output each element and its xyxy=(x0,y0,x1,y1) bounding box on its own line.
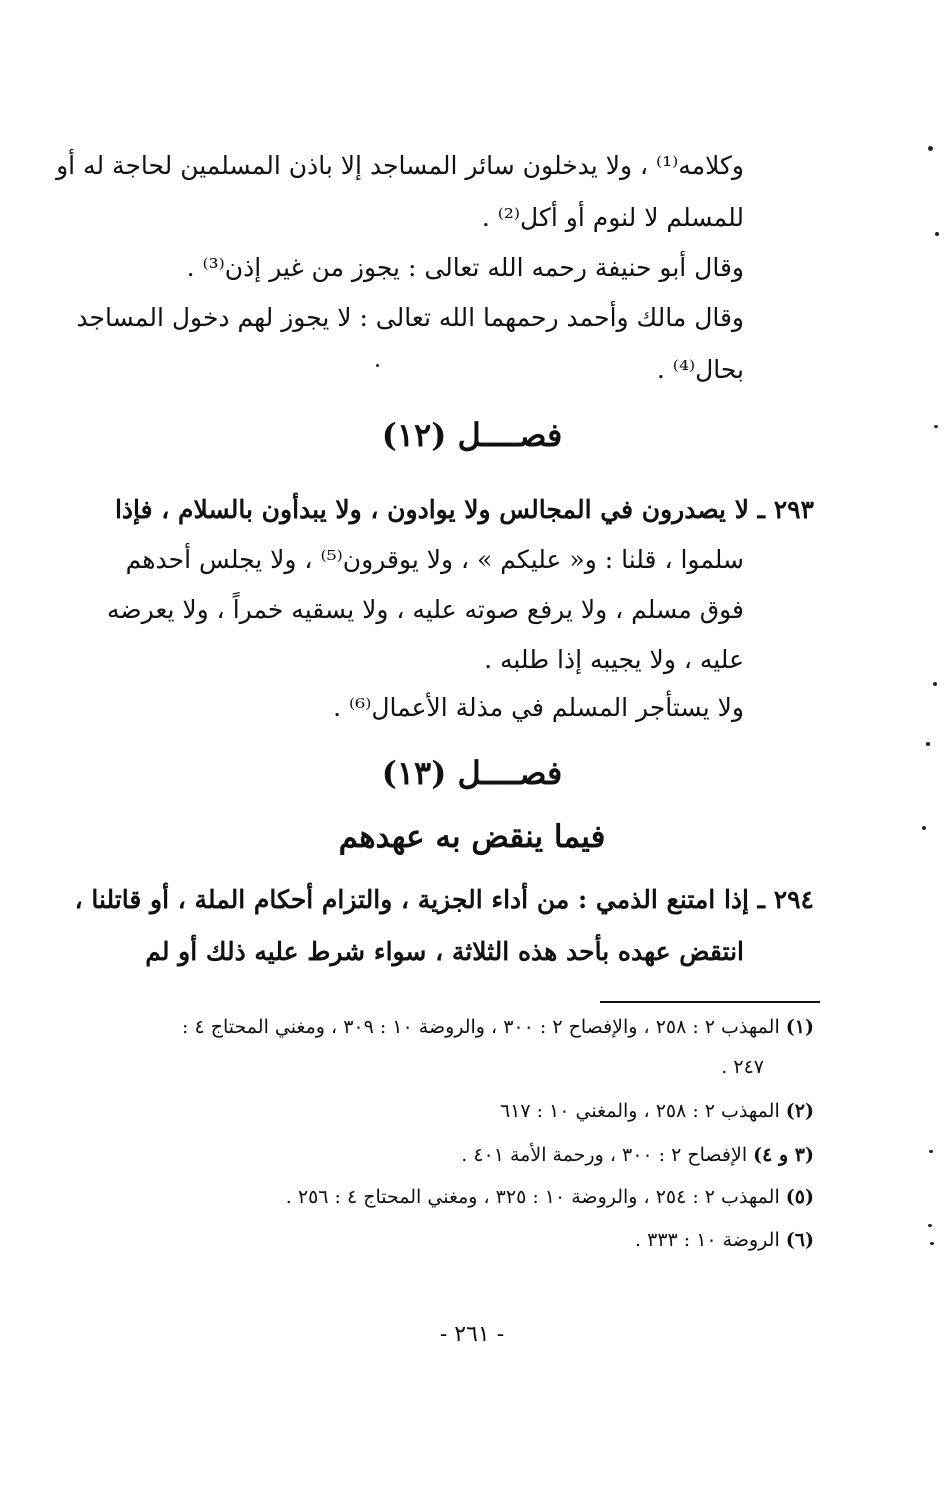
scan-speck xyxy=(926,742,930,746)
footnote-6-number: (٦) xyxy=(785,1229,814,1251)
footnote-3-4-number: (٣ و ٤) xyxy=(753,1144,814,1166)
footnote-6 xyxy=(635,1225,814,1255)
scan-speck xyxy=(376,364,379,367)
footnote-5-number: (٥) xyxy=(785,1186,814,1208)
footnote-1 xyxy=(182,1012,814,1042)
footnote-3-4-text: الإفصاح ٢ : ٣٠٠ ، ورحمة الأمة ٤٠١ . xyxy=(461,1144,748,1166)
section-13-heading: فصــــل (١٣) xyxy=(381,754,563,792)
body-line-4: وقال مالك وأحمد رحمهما الله تعالى : لا يجوز لهم دخول المساجد xyxy=(76,303,744,332)
footnote-separator xyxy=(600,1001,820,1003)
section-12-heading: فصــــل (١٢) xyxy=(381,416,563,454)
scan-speck xyxy=(922,826,926,830)
scan-speck xyxy=(928,146,933,151)
scan-speck xyxy=(934,425,938,428)
footnote-5 xyxy=(286,1182,814,1212)
scan-speck xyxy=(928,1224,932,1227)
scan-speck xyxy=(935,232,939,236)
section-12-line-5: ولا يستأجر المسلم في مذلة الأعمال⁽⁶⁾ . xyxy=(333,693,744,722)
footnote-2-text: المهذب ٢ : ٢٥٨ ، والمغني ١٠ : ٦١٧ xyxy=(499,1100,780,1122)
footnote-1-number: (١) xyxy=(785,1016,814,1038)
page-number: - ٢٦١ - xyxy=(439,1322,505,1347)
scan-speck xyxy=(933,682,937,686)
section-13-subheading: فيما ينقض به عهدهم xyxy=(338,819,606,855)
footnote-1-continued-text: ٢٤٧ . xyxy=(721,1056,764,1078)
footnote-2-number: (٢) xyxy=(785,1100,814,1122)
footnote-1-text: المهذب ٢ : ٢٥٨ ، والإفصاح ٢ : ٣٠٠ ، والروضة ١٠ : ٣٠٩ ، ومغني المحتاج ٤ : xyxy=(182,1016,780,1038)
scan-speck xyxy=(929,1150,933,1153)
footnote-5-text: المهذب ٢ : ٢٥٤ ، والروضة ١٠ : ٣٢٥ ، ومغني المحتاج ٤ : ٢٥٦ . xyxy=(285,1186,780,1208)
footnote-2 xyxy=(500,1096,814,1126)
section-13-line-2: انتقض عهده بأحد هذه الثلاثة ، سواء شرط عليه ذلك أو لم xyxy=(145,937,744,966)
footnote-1-continued xyxy=(721,1052,764,1082)
footnote-6-text: الروضة ١٠ : ٣٣٣ . xyxy=(635,1229,780,1251)
section-12-line-2: سلموا ، قلنا : و« عليكم » ، ولا يوقرون⁽⁵⁾ ، ولا يجلس أحدهم xyxy=(125,545,744,574)
section-12-line-3: فوق مسلم ، ولا يرفع صوته عليه ، ولا يسقيه خمراً ، ولا يعرضه xyxy=(107,595,744,624)
body-line-5: بحال⁽⁴⁾ . xyxy=(656,355,744,384)
scan-speck xyxy=(930,1242,934,1245)
body-line-1: وكلامه⁽¹⁾ ، ولا يدخلون سائر المساجد إلا باذن المسلمين لحاجة له أو xyxy=(56,151,744,180)
body-line-2: للمسلم لا لنوم أو أكل⁽²⁾ . xyxy=(481,203,744,232)
body-line-3: وقال أبو حنيفة رحمه الله تعالى : يجوز من غير إذن⁽³⁾ . xyxy=(186,253,744,282)
section-12-line-4: عليه ، ولا يجيبه إذا طلبه . xyxy=(484,645,744,674)
footnote-3-4 xyxy=(461,1140,814,1170)
section-13-line-1: ٢٩٤ ـ إذا امتنع الذمي : من أداء الجزية ، والتزام أحكام الملة ، أو قاتلنا ، xyxy=(74,885,814,914)
section-12-line-1: ٢٩٣ ـ لا يصدرون في المجالس ولا يوادون ، ولا يبدأون بالسلام ، فإذا xyxy=(114,495,814,524)
